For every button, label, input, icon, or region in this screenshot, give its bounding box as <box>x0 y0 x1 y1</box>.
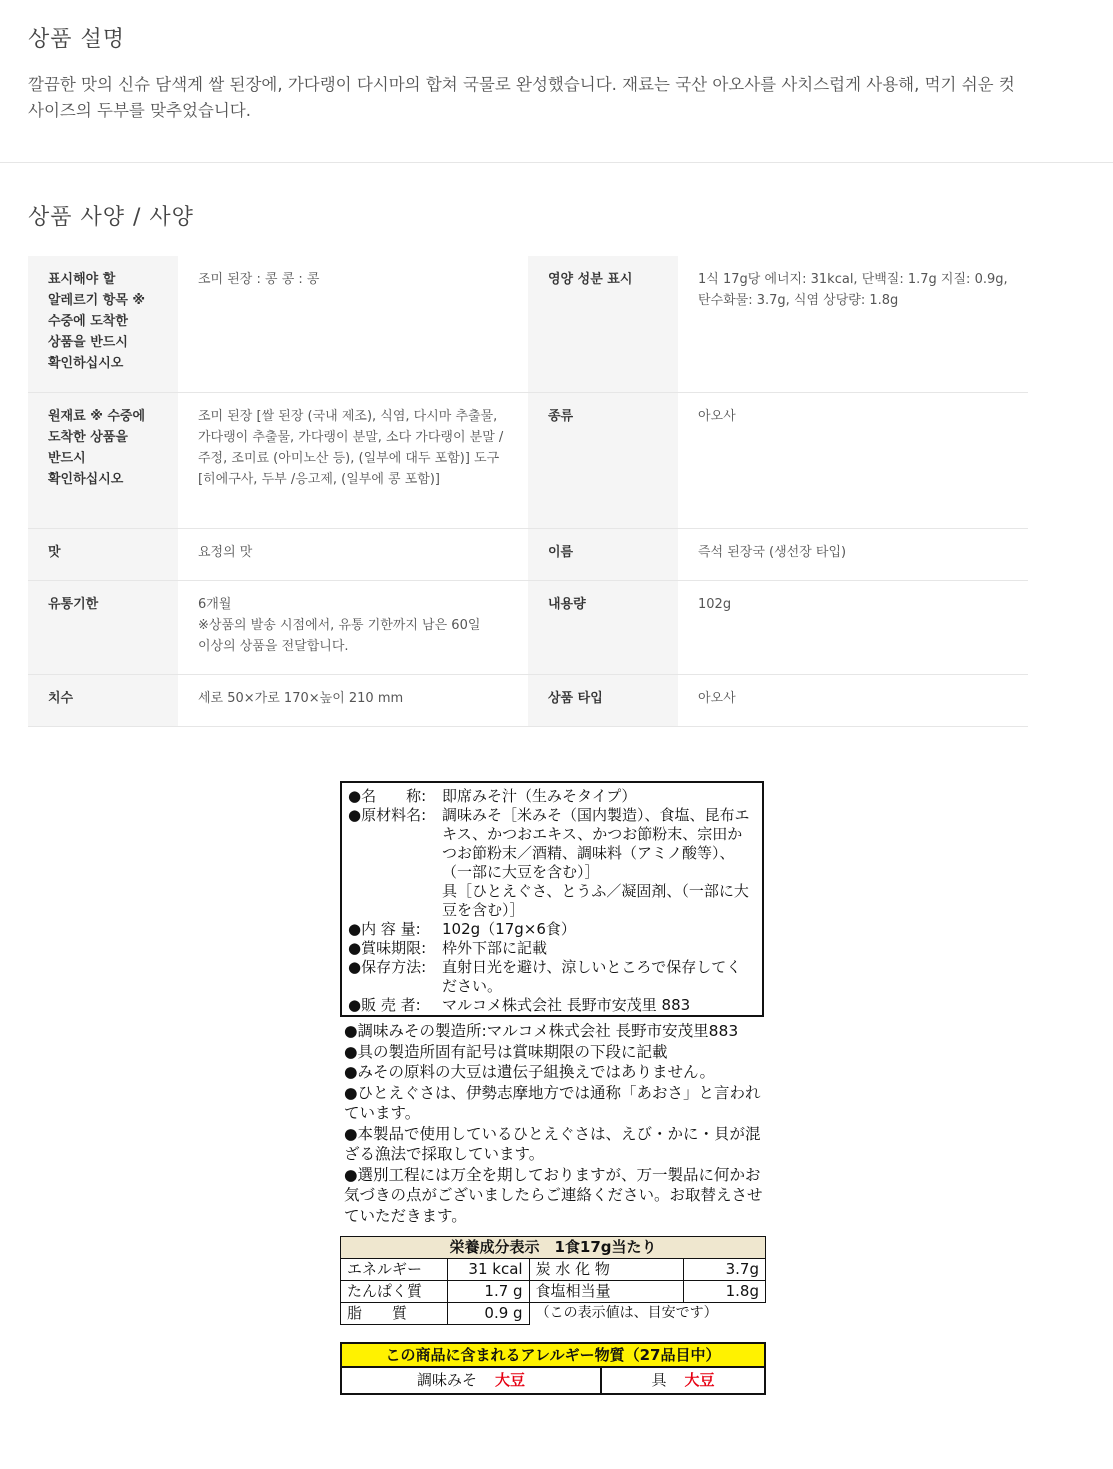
label-value: 枠外下部に記載 <box>442 939 548 957</box>
nutrition-header: 栄養成分表示 1食17g当たり <box>341 1237 766 1259</box>
allergy-cell <box>341 1367 601 1394</box>
product-spec-title: 상품 사양 / 사양 <box>28 205 194 230</box>
nutrition-value: 1.7 g <box>447 1281 529 1303</box>
nutrition-name: エネルギー <box>341 1259 448 1281</box>
nutrition-note: （この表示値は、目安です） <box>529 1303 765 1325</box>
label-info-box <box>340 781 764 1017</box>
nutrition-value: 1.8g <box>684 1281 766 1303</box>
label-value: 調味みそ［米みそ（国内製造）、食塩、昆布エキス、かつおエキス、かつお節粉末、宗田かつお節粉末／酒精、調味料（アミノ酸等）、（一部に大豆を含む）］ 具［ひとえぐさ、とうふ／凝固剤、（一部に大豆を含む）］ <box>442 806 750 919</box>
spec-value: 세로 50×가로 170×높이 210 mm <box>178 674 528 726</box>
label-row <box>348 920 756 939</box>
spec-row <box>28 528 1028 580</box>
label-value: 直射日光を避け、涼しいところで保存してください。 <box>442 958 742 995</box>
label-key: ●保存方法: <box>348 958 427 976</box>
allergy-category: 調味みそ <box>416 1371 477 1389</box>
allergen: 大豆 <box>494 1371 525 1389</box>
spec-key: 유통기한 <box>28 580 178 674</box>
nutrition-table <box>340 1236 766 1325</box>
label-key: ●原材料名: <box>348 806 427 824</box>
spec-key: 상품 타입 <box>528 674 678 726</box>
label-key: ●販 売 者: <box>348 996 421 1014</box>
spec-key: 영양 성분 표시 <box>528 256 678 392</box>
spec-value: 아오사 <box>678 392 1028 528</box>
section-divider <box>0 162 1113 163</box>
spec-key: 이름 <box>528 528 678 580</box>
allergy-table <box>340 1342 766 1395</box>
label-key: ●名 称: <box>348 787 427 805</box>
allergy-category: 具 <box>651 1371 667 1389</box>
label-row <box>348 939 756 958</box>
spec-key: 종류 <box>528 392 678 528</box>
spec-table <box>28 256 1028 727</box>
allergy-header: この商品に含まれるアレルギー物質（27品目中） <box>341 1343 765 1367</box>
spec-row <box>28 674 1028 726</box>
allergen: 大豆 <box>684 1371 715 1389</box>
nutrition-name: 脂 質 <box>341 1303 448 1325</box>
spec-row <box>28 392 1028 528</box>
spec-value: 6개월 ※상품의 발송 시점에서, 유통 기한까지 남은 60일 이상의 상품을 전달합니다. <box>178 580 528 674</box>
label-value: マルコメ株式会社 長野市安茂里 883 <box>442 996 691 1014</box>
spec-row <box>28 580 1028 674</box>
label-key: ●賞味期限: <box>348 939 427 957</box>
spec-value: 즉석 된장국 (생선장 타입) <box>678 528 1028 580</box>
product-description-text: 깔끔한 맛의 신슈 담색계 쌀 된장에, 가다랭이 다시마의 합쳐 국물로 완성했습니다. 재료는 국산 아오사를 사치스럽게 사용해, 먹기 쉬운 컷 사이즈의 두부를 맞추었습니다. <box>28 75 1015 120</box>
allergy-cell <box>601 1367 765 1394</box>
spec-row <box>28 256 1028 392</box>
nutrition-value: 0.9 g <box>447 1303 529 1325</box>
label-row <box>348 806 756 920</box>
spec-value: 102g <box>678 580 1028 674</box>
nutrition-value: 3.7g <box>684 1259 766 1281</box>
label-row <box>348 958 756 996</box>
product-label-image <box>340 781 768 1399</box>
spec-key: 표시해야 할 알레르기 항목 ※ 수중에 도착한 상품을 반드시 확인하십시오 <box>28 256 178 392</box>
label-key: ●内 容 量: <box>348 920 421 938</box>
spec-key: 맛 <box>28 528 178 580</box>
nutrition-name: 食塩相当量 <box>529 1281 684 1303</box>
spec-key: 치수 <box>28 674 178 726</box>
spec-value: 조미 된장 [쌀 된장 (국내 제조), 식염, 다시마 추출물, 가다랭이 추출물, 가다랭이 분말, 소다 가다랭이 분말 / 주정, 조미료 (아미노산 등), (일부에 대두 포함)] 도구 [히에구사, 두부 /응고제, (일부에 콩 포함)] <box>178 392 528 528</box>
spec-value: 아오사 <box>678 674 1028 726</box>
nutrition-value: 31 kcal <box>447 1259 529 1281</box>
spec-key: 내용량 <box>528 580 678 674</box>
spec-key: 원재료 ※ 수중에 도착한 상품을 반드시 확인하십시오 <box>28 392 178 528</box>
label-value: 即席みそ汁（生みそタイプ） <box>442 787 637 805</box>
label-row <box>348 996 756 1015</box>
label-notes: ●調味みその製造所:マルコメ株式会社 長野市安茂里883 ●具の製造所固有記号は賞味期限の下段に記載 ●みその原料の大豆は遺伝子組換えではありません。 ●ひとえぐさは、伊勢志摩地方では通称「あおさ」と言われています。 ●本製品で使用しているひとえぐさは、えび・かに・貝が混ざる漁法で採取しています。 ●選別工程には万全を期しておりますが、万一製品に何かお気づきの点がございましたらご連絡ください。お取替えさせていただきます。 <box>344 1022 763 1225</box>
label-row <box>348 787 756 806</box>
product-description-title: 상품 설명 <box>28 27 126 52</box>
spec-value: 요정의 맛 <box>178 528 528 580</box>
nutrition-name: たんぱく質 <box>341 1281 448 1303</box>
label-value: 102g（17g×6食） <box>442 920 576 938</box>
spec-value: 1식 17g당 에너지: 31kcal, 단백질: 1.7g 지질: 0.9g, 탄수화물: 3.7g, 식염 상당량: 1.8g <box>678 256 1028 392</box>
spec-value: 조미 된장 : 콩 콩 : 콩 <box>178 256 528 392</box>
nutrition-name: 炭 水 化 物 <box>529 1259 684 1281</box>
